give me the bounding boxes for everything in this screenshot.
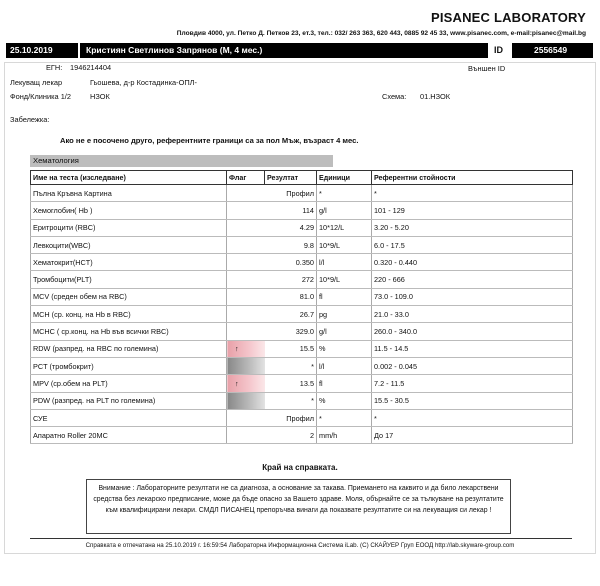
test-result: 13.5 — [265, 375, 317, 392]
test-flag — [227, 236, 265, 253]
test-units: * — [317, 409, 372, 426]
test-reference: 6.0 - 17.5 — [372, 236, 573, 253]
table-row — [31, 202, 573, 219]
egn-value: 1946214404 — [70, 63, 112, 72]
test-name: MCHC ( ср.конц. на Hb във всички RBC) — [31, 323, 227, 340]
test-units: % — [317, 340, 372, 357]
test-result: * — [265, 357, 317, 374]
test-units: g/l — [317, 323, 372, 340]
table-row — [31, 236, 573, 253]
test-reference: 260.0 - 340.0 — [372, 323, 573, 340]
header-name: Име на теста (изследване) — [31, 171, 227, 185]
test-units: 10*9/L — [317, 236, 372, 253]
test-result: 4.29 — [265, 219, 317, 236]
table-row — [31, 409, 573, 426]
test-flag: ↑ — [227, 340, 265, 357]
table-row — [31, 375, 573, 392]
scheme-value: 01.НЗОК — [420, 92, 451, 101]
test-flag — [227, 202, 265, 219]
test-reference: До 17 — [372, 427, 573, 444]
test-flag — [227, 357, 265, 374]
test-name: Левкоцити(WBC) — [31, 236, 227, 253]
test-units: fl — [317, 375, 372, 392]
header-result: Резултат — [265, 171, 317, 185]
doctor-value: Гьошева, д-р Костадинка-ОПЛ- — [90, 78, 197, 87]
test-flag — [227, 254, 265, 271]
table-row — [31, 185, 573, 202]
test-flag — [227, 185, 265, 202]
egn-label: ЕГН: — [46, 63, 63, 72]
test-result: 26.7 — [265, 306, 317, 323]
test-result: 9.8 — [265, 236, 317, 253]
patient-name: Кристиян Светлинов Запрянов (М, 4 мес.) — [80, 43, 488, 58]
test-reference: 101 - 129 — [372, 202, 573, 219]
test-name: MCH (ср. конц. на Hb в RBC) — [31, 306, 227, 323]
external-id-label: Външен ID — [468, 64, 506, 73]
reference-note: Ако не е посочено друго, референтните граници са за пол Мъж, възраст 4 мес. — [60, 136, 359, 145]
test-reference: * — [372, 409, 573, 426]
test-units: % — [317, 392, 372, 409]
test-flag — [227, 409, 265, 426]
test-reference: 15.5 - 30.5 — [372, 392, 573, 409]
test-name: Апаратно Roller 20MC — [31, 427, 227, 444]
test-reference: * — [372, 185, 573, 202]
test-flag — [227, 306, 265, 323]
test-reference: 0.002 - 0.045 — [372, 357, 573, 374]
test-reference: 73.0 - 109.0 — [372, 288, 573, 305]
test-units: l/l — [317, 254, 372, 271]
test-flag — [227, 219, 265, 236]
test-flag — [227, 427, 265, 444]
test-result: 329.0 — [265, 323, 317, 340]
test-units: * — [317, 185, 372, 202]
note-label: Забележка: — [10, 115, 50, 124]
test-name: MCV (среден обем на RBC) — [31, 288, 227, 305]
footer-divider — [30, 538, 572, 539]
test-result: 114 — [265, 202, 317, 219]
table-row — [31, 306, 573, 323]
test-reference: 7.2 - 11.5 — [372, 375, 573, 392]
test-reference: 220 - 666 — [372, 271, 573, 288]
fund-value: НЗОК — [90, 92, 110, 101]
results-table — [30, 170, 573, 444]
test-flag — [227, 288, 265, 305]
test-name: PCT (тромбокрит) — [31, 357, 227, 374]
test-name: Пълна Кръвна Картина — [31, 185, 227, 202]
disclaimer-notice: Внимание : Лабораторните резултати не са диагноза, а основание за такава. Приемането на каквито и да било лекарствени средства без лекарско предписание, може да бъде опасно за Вашето здраве. Моля, обърнайте се за тълкуване на резултатите към квалифицирани лекари. СМДЛ ПИСАНЕЦ препоръчва винаги да показвате резултатите си на лекуващия си лекар ! — [86, 479, 511, 534]
report-date: 25.10.2019 — [6, 43, 78, 58]
test-units: l/l — [317, 357, 372, 374]
header-flag: Флаг — [227, 171, 265, 185]
test-result: 2 — [265, 427, 317, 444]
section-title: Хематология — [30, 155, 333, 167]
test-name: Хематокрит(HCT) — [31, 254, 227, 271]
header-units: Единици — [317, 171, 372, 185]
test-flag: ↑ — [227, 375, 265, 392]
scheme-label: Схема: — [382, 92, 407, 101]
lab-address: Пловдив 4000, ул. Петко Д. Петков 23, ет.3, тел.: 032/ 263 363, 620 443, 0885 92 45 33, www.pisanec.com, e-mail:pisanec@mail.bg — [176, 30, 586, 37]
test-result: 15.5 — [265, 340, 317, 357]
test-name: MPV (ср.обем на PLT) — [31, 375, 227, 392]
test-flag — [227, 271, 265, 288]
table-row — [31, 357, 573, 374]
test-result: Профил — [265, 185, 317, 202]
table-row — [31, 288, 573, 305]
table-header — [31, 171, 573, 185]
test-flag — [227, 323, 265, 340]
test-reference: 3.20 - 5.20 — [372, 219, 573, 236]
table-row — [31, 340, 573, 357]
patient-id: 2556549 — [512, 43, 593, 58]
id-label: ID — [494, 45, 503, 55]
test-reference: 21.0 - 33.0 — [372, 306, 573, 323]
test-result: 0.350 — [265, 254, 317, 271]
test-result: 81.0 — [265, 288, 317, 305]
table-row — [31, 219, 573, 236]
test-units: fl — [317, 288, 372, 305]
lab-name: PISANEC LABORATORY — [430, 10, 586, 25]
test-name: Хемоглобин( Hb ) — [31, 202, 227, 219]
test-result: Профил — [265, 409, 317, 426]
table-row — [31, 254, 573, 271]
table-row — [31, 323, 573, 340]
table-row — [31, 271, 573, 288]
test-name: PDW (разпред. на PLT по големина) — [31, 392, 227, 409]
end-of-report: Край на справката. — [262, 463, 338, 472]
test-reference: 11.5 - 14.5 — [372, 340, 573, 357]
test-reference: 0.320 - 0.440 — [372, 254, 573, 271]
header-ref: Референтни стойности — [372, 171, 573, 185]
test-units: pg — [317, 306, 372, 323]
patient-bar — [6, 43, 593, 58]
test-flag — [227, 392, 265, 409]
test-name: RDW (разпред. на RBC по големина) — [31, 340, 227, 357]
test-name: Еритроцити (RBC) — [31, 219, 227, 236]
table-row — [31, 427, 573, 444]
table-row — [31, 392, 573, 409]
doctor-label: Лекуващ лекар — [10, 78, 63, 87]
test-units: 10*9/L — [317, 271, 372, 288]
test-units: 10*12/L — [317, 219, 372, 236]
fund-label: Фонд/Клиника 1/2 — [10, 92, 71, 101]
test-units: mm/h — [317, 427, 372, 444]
test-name: Тромбоцити(PLT) — [31, 271, 227, 288]
test-result: 272 — [265, 271, 317, 288]
test-units: g/l — [317, 202, 372, 219]
test-result: * — [265, 392, 317, 409]
footer-text: Справката е отпечатана на 25.10.2019 г. 16:59:54 Лабораторна Информационна Система iLab. (C) СКАЙУЕР Груп ЕООД http://lab.skyware-group.com — [85, 542, 515, 549]
test-name: СУЕ — [31, 409, 227, 426]
